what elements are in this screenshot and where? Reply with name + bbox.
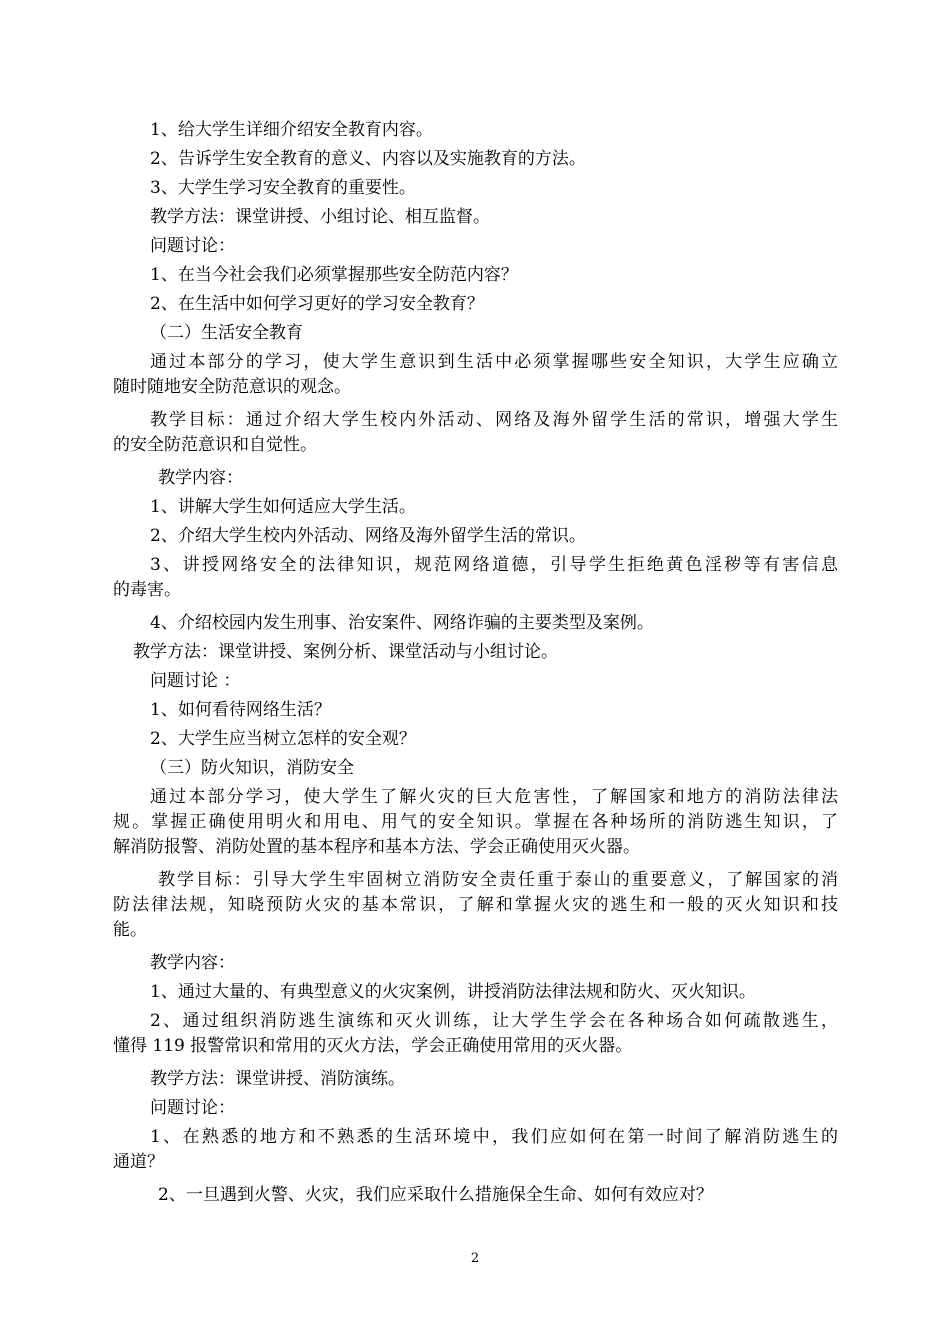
text-line: 解消防报警、消防处置的基本程序和基本方法、学会正确使用灭火器。 — [113, 837, 640, 857]
text-line: 2、告诉学生安全教育的意义、内容以及实施教育的方法。 — [150, 149, 586, 169]
text-line: 规。掌握正确使用明火和用电、用气的安全知识。掌握在各种场所的消防逃生知识，了 — [113, 812, 838, 832]
text-line: 问题讨论 ： — [150, 671, 241, 691]
text-line: （三）防火知识，消防安全 — [150, 758, 354, 778]
text-line: 教学方法：课堂讲授、案例分析、课堂活动与小组讨论。 — [133, 642, 558, 662]
text-line: 3、大学生学习安全教育的重要性。 — [150, 178, 416, 198]
text-line: 教学目标：通过介绍大学生校内外活动、网络及海外留学生活的常识，增强大学生 — [150, 410, 838, 430]
text-line: 1、讲解大学生如何适应大学生活。 — [150, 497, 416, 517]
text-line: 2、通过组织消防逃生演练和灭火训练，让大学生学会在各种场合如何疏散逃生， — [150, 1011, 838, 1031]
text-line: 2、介绍大学生校内外活动、网络及海外留学生活的常识。 — [150, 526, 586, 546]
text-line: 教学内容： — [150, 953, 235, 973]
text-line: 的毒害。 — [113, 580, 181, 600]
text-line: 通过本部分学习，使大学生了解火灾的巨大危害性，了解国家和地方的消防法律法 — [150, 787, 838, 807]
text-line: 懂得 119 报警常识和常用的灭火方法，学会正确使用常用的灭火器。 — [113, 1036, 633, 1056]
text-line: 问题讨论： — [150, 1098, 235, 1118]
text-line: 3、讲授网络安全的法律知识，规范网络道德，引导学生拒绝黄色淫秽等有害信息 — [150, 555, 838, 575]
text-line: 问题讨论： — [150, 236, 235, 256]
text-line: 教学目标：引导大学生牢固树立消防安全责任重于泰山的重要意义，了解国家的消 — [158, 870, 838, 890]
text-line: 通道？ — [113, 1152, 164, 1172]
text-line: 2、在生活中如何学习更好的学习安全教育？ — [150, 294, 484, 314]
text-line: 1、如何看待网络生活？ — [150, 700, 331, 720]
page-number: 2 — [470, 1251, 480, 1266]
text-line: 通过本部分的学习，使大学生意识到生活中必须掌握哪些安全知识，大学生应确立 — [150, 352, 838, 372]
text-line: 能。 — [113, 920, 147, 940]
text-line: 随时随地安全防范意识的观念。 — [113, 377, 351, 397]
text-line: 的安全防范意识和自觉性。 — [113, 435, 317, 455]
text-line: 防法律法规，知晓预防火灾的基本常识，了解和掌握火灾的逃生和一般的灭火知识和技 — [113, 895, 838, 915]
text-line: 教学内容： — [158, 468, 243, 488]
text-line: 教学方法：课堂讲授、小组讨论、相互监督。 — [150, 207, 490, 227]
text-line: 1、给大学生详细介绍安全教育内容。 — [150, 120, 433, 140]
text-line: 1、在熟悉的地方和不熟悉的生活环境中，我们应如何在第一时间了解消防逃生的 — [150, 1127, 838, 1147]
text-line: 4、介绍校园内发生刑事、治安案件、网络诈骗的主要类型及案例。 — [150, 613, 654, 633]
text-line: 2、大学生应当树立怎样的安全观？ — [150, 729, 416, 749]
text-line: 2、一旦遇到火警、火灾，我们应采取什么措施保全生命、如何有效应对？ — [158, 1185, 713, 1205]
text-line: 教学方法：课堂讲授、消防演练。 — [150, 1069, 405, 1089]
text-line: 1、通过大量的、有典型意义的火灾案例，讲授消防法律法规和防火、灭火知识。 — [150, 982, 756, 1002]
text-line: 1、在当今社会我们必须掌握那些安全防范内容？ — [150, 265, 518, 285]
text-line: （二）生活安全教育 — [150, 323, 303, 343]
